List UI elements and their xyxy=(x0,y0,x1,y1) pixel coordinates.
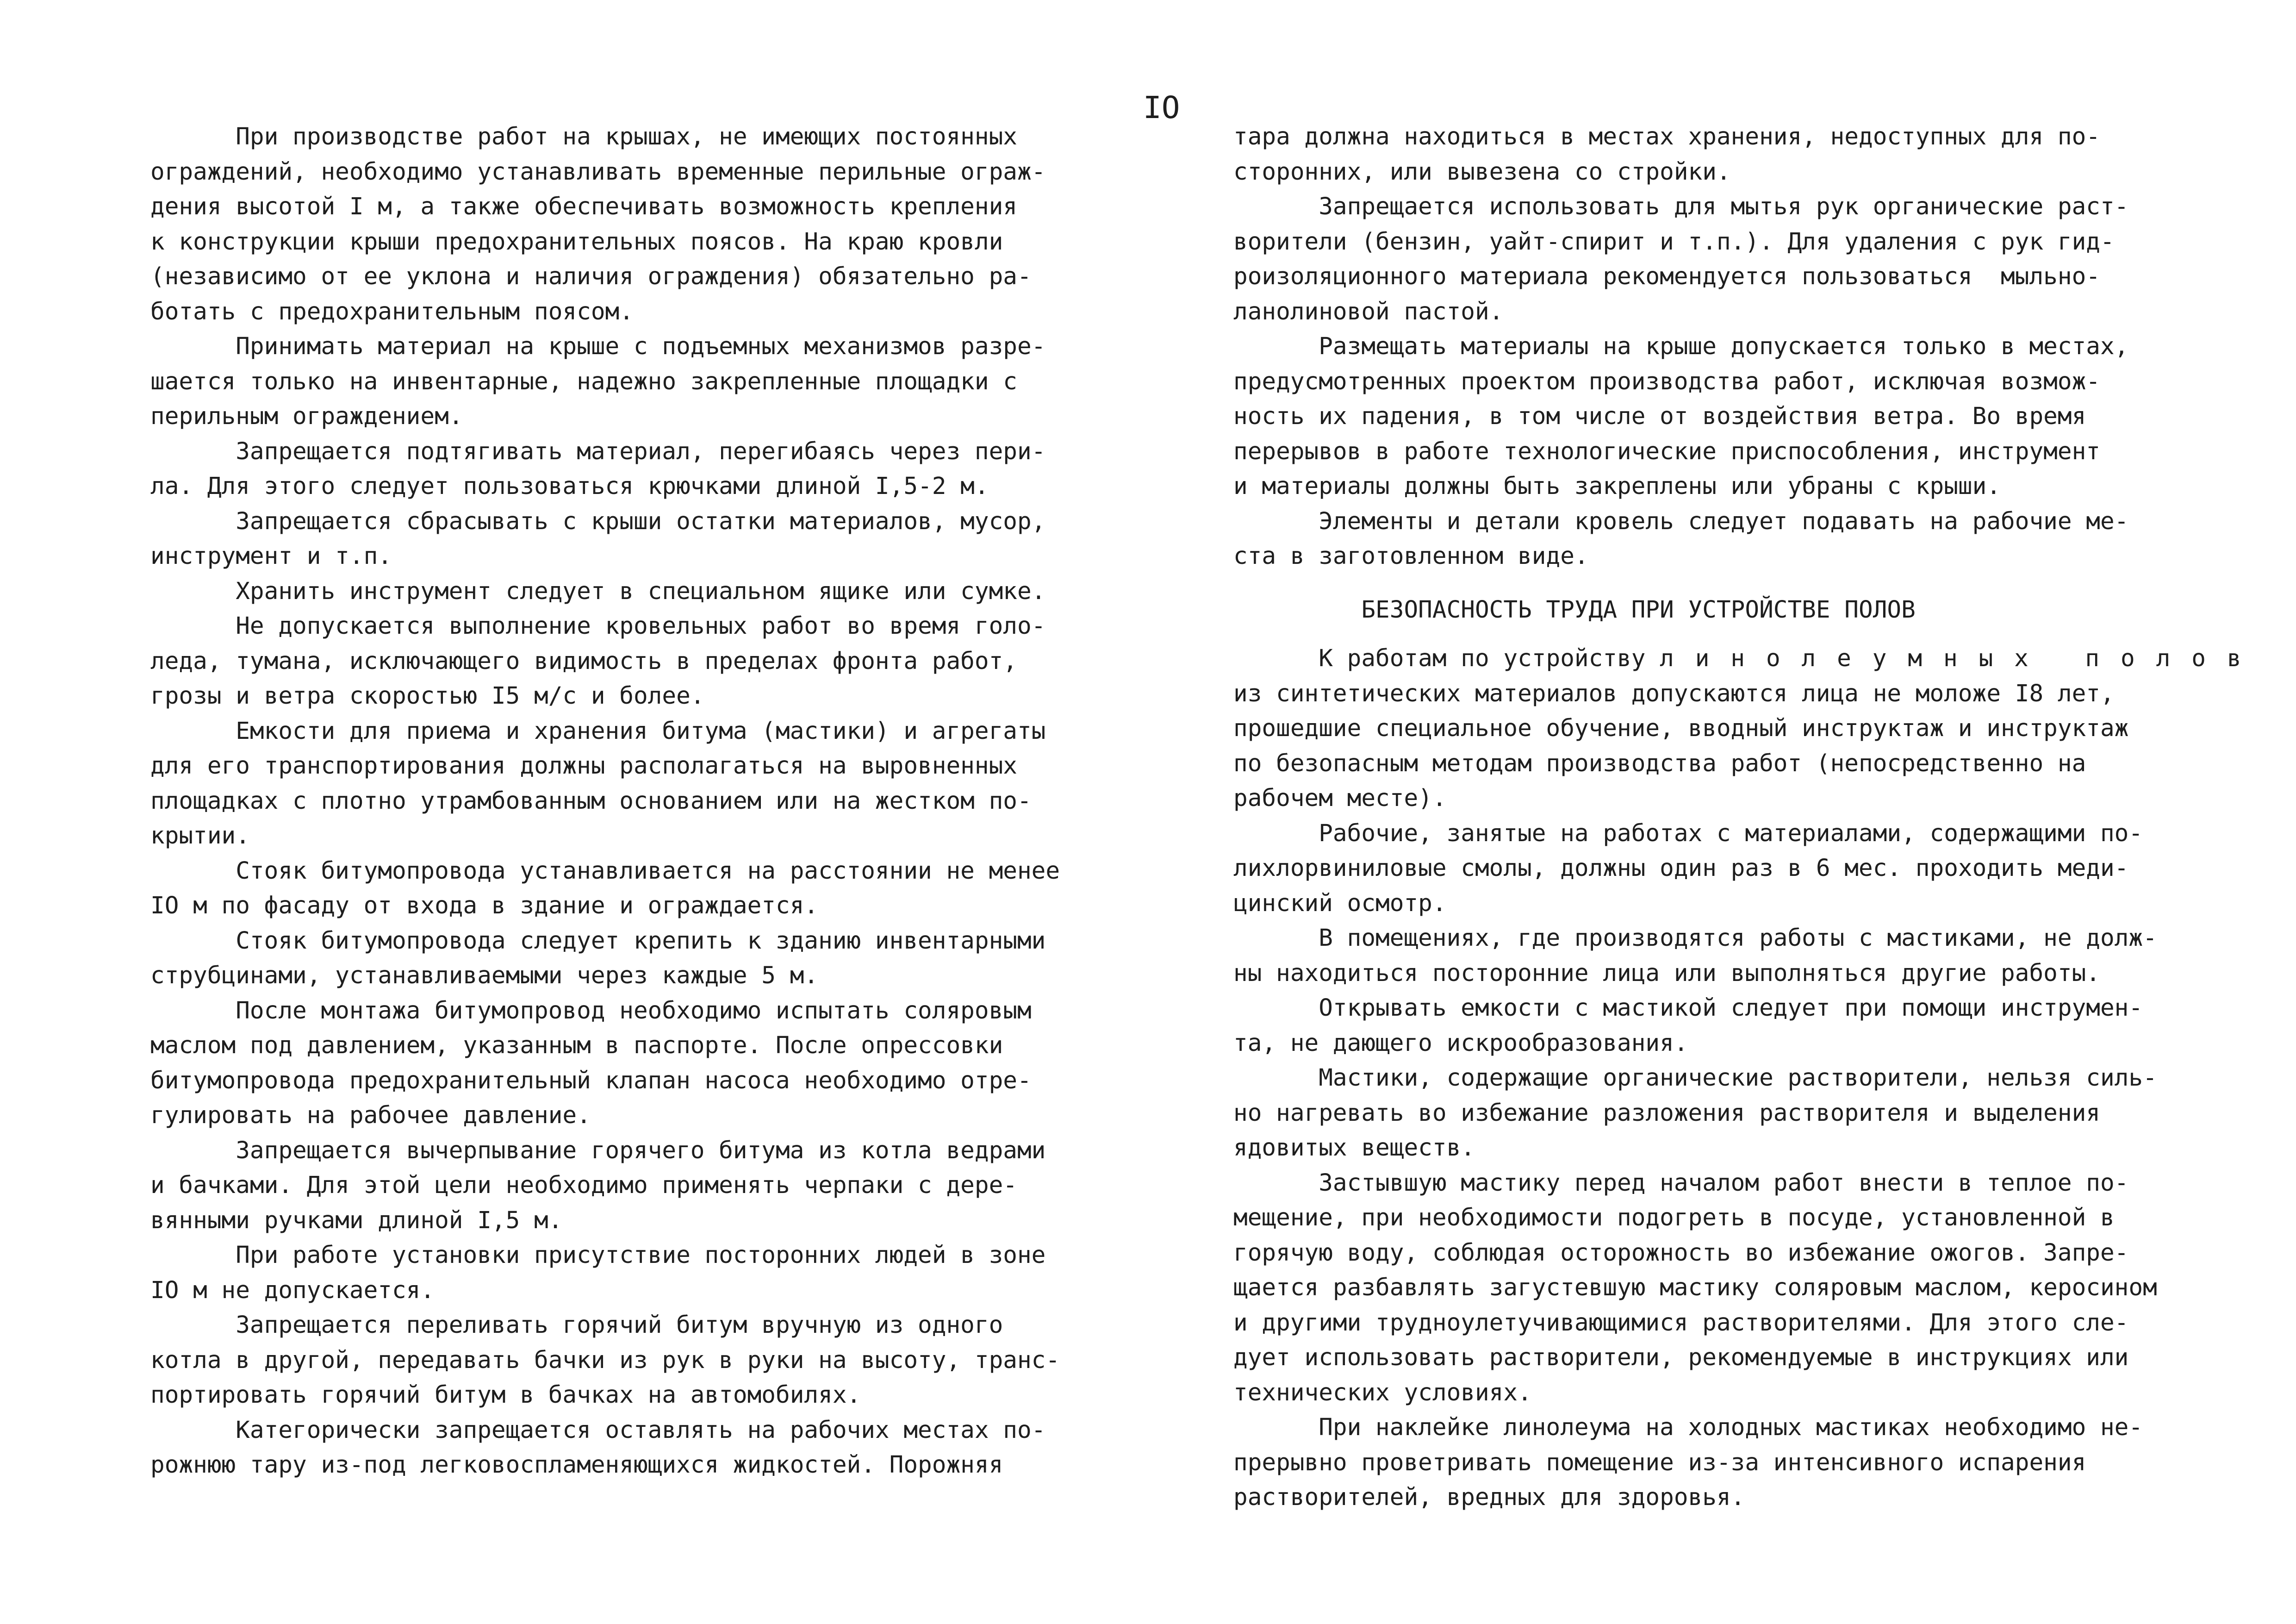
text-line: Размещать материалы на крыше допускается только в местах, xyxy=(1233,333,2129,360)
text-line: Емкости для приема и хранения битума (мастики) и агрегаты xyxy=(150,717,1046,745)
text-line: дения высотой I м, а также обеспечивать возможность крепления xyxy=(150,193,1017,220)
text-line: В помещениях, где производятся работы с мастиками, не долж- xyxy=(1233,924,2157,952)
text-line: ядовитых веществ. xyxy=(1233,1134,1475,1162)
text-line: битумопровода предохранительный клапан насоса необходимо отре- xyxy=(150,1067,1032,1094)
text-line: Застывшую мастику перед началом работ внести в теплое по- xyxy=(1233,1169,2129,1197)
text-line: щается разбавлять загустевшую мастику соляровым маслом, керосином xyxy=(1233,1274,2157,1301)
text-line: предусмотренных проектом производства работ, исключая возмож- xyxy=(1233,368,2100,395)
text-line: но нагревать во избежание разложения растворителя и выделения xyxy=(1233,1099,2100,1127)
section-heading: БЕЗОПАСНОСТЬ ТРУДА ПРИ УСТРОЙСТВЕ ПОЛОВ xyxy=(1233,596,1916,624)
text-line: Открывать емкости с мастикой следует при помощи инструмен- xyxy=(1233,994,2143,1022)
text-line: гулировать на рабочее давление. xyxy=(150,1102,591,1129)
text-line: прошедшие специальное обучение, вводный инструктаж и инструктаж xyxy=(1233,715,2129,742)
text-line: Запрещается подтягивать материал, перегибаясь через пери- xyxy=(150,437,1046,465)
text-line: ста в заготовленном виде. xyxy=(1233,543,1589,570)
text-line: мещение, при необходимости подогреть в посуде, установленной в xyxy=(1233,1204,2115,1231)
text-line: После монтажа битумопровод необходимо испытать соляровым xyxy=(150,997,1032,1024)
text-line: дует использовать растворители, рекомендуемые в инструкциях или xyxy=(1233,1344,2129,1371)
text-line: рабочем месте). xyxy=(1233,785,1447,812)
text-line: Категорически запрещается оставлять на рабочих местах по- xyxy=(150,1416,1046,1444)
text-line: (независимо от ее уклона и наличия ограждения) обязательно ра- xyxy=(150,263,1032,290)
text-line: тара должна находиться в местах хранения, недоступных для по- xyxy=(1233,123,2100,150)
text-line: ла. Для этого следует пользоваться крючками длиной I,5-2 м. xyxy=(150,473,989,500)
text-line: та, не дающего искрообразования. xyxy=(1233,1029,1688,1057)
text-line: лихлорвиниловые смолы, должны один раз в 6 мес. проходить меди- xyxy=(1233,855,2129,882)
text-line: ны находиться посторонние лица или выполняться другие работы. xyxy=(1233,959,2100,987)
text-line: ланолиновой пастой. xyxy=(1233,298,1504,325)
text-line: технических условиях. xyxy=(1233,1379,1532,1406)
text-line: При работе установки присутствие посторонних людей в зоне xyxy=(150,1242,1046,1269)
text-line: леда, тумана, исключающего видимость в пределах фронта работ, xyxy=(150,647,1017,675)
text-line-prefix: К работам по устройству xyxy=(1233,645,1660,672)
text-line: для его транспортирования должны располагаться на выровненных xyxy=(150,752,1017,780)
text-line: ность их падения, в том числе от воздействия ветра. Во время xyxy=(1233,403,2086,430)
text-line: струбцинами, устанавливаемыми через каждые 5 м. xyxy=(150,962,819,989)
text-line: перильным ограждением. xyxy=(150,403,463,430)
text-line: грозы и ветра скоростью I5 м/с и более. xyxy=(150,682,705,710)
text-line: портировать горячий битум в бачках на автомобилях. xyxy=(150,1381,861,1409)
text-line: Запрещается вычерпывание горячего битума из котла ведрами xyxy=(150,1137,1046,1164)
text-line: При производстве работ на крышах, не имеющих постоянных xyxy=(150,123,1017,150)
text-line: рожнюю тару из-под легковоспламеняющихся жидкостей. Порожняя xyxy=(150,1451,1003,1479)
text-line: Рабочие, занятые на работах с материалами, содержащими по- xyxy=(1233,819,2143,847)
text-line: крытии. xyxy=(150,822,250,849)
text-line: ограждений, необходимо устанавливать временные перильные ограж- xyxy=(150,158,1046,186)
text-line: горячую воду, соблюдая осторожность во избежание ожогов. Запре- xyxy=(1233,1239,2129,1267)
page-number: IO xyxy=(1143,90,1180,125)
text-line: цинский осмотр. xyxy=(1233,889,1447,917)
text-line: по безопасным методам производства работ (непосредственно на xyxy=(1233,750,2086,777)
left-column xyxy=(150,119,1071,1483)
text-line: растворителей, вредных для здоровья. xyxy=(1233,1484,1745,1511)
text-line: прерывно проветривать помещение из-за интенсивного испарения xyxy=(1233,1449,2086,1476)
text-line: IO м по фасаду от входа в здание и ограждается. xyxy=(150,892,819,919)
text-line: вянными ручками длиной I,5 м. xyxy=(150,1206,563,1234)
text-line: При наклейке линолеума на холодных мастиках необходимо не- xyxy=(1233,1414,2143,1441)
text-line: IO м не допускается. xyxy=(150,1276,435,1304)
text-line: Не допускается выполнение кровельных работ во время голо- xyxy=(150,612,1046,640)
text-line: и бачками. Для этой цели необходимо применять черпаки с дере- xyxy=(150,1172,1017,1199)
text-line: Запрещается сбрасывать с крыши остатки материалов, мусор, xyxy=(150,507,1046,535)
text-line: роизоляционного материала рекомендуется пользоваться мыльно- xyxy=(1233,263,2100,290)
text-line: Принимать материал на крыше с подъемных механизмов разре- xyxy=(150,333,1046,360)
text-line: Запрещается переливать горячий битум вручную из одного xyxy=(150,1312,1003,1339)
text-line: Элементы и детали кровель следует подавать на рабочие ме- xyxy=(1233,507,2129,535)
text-line: Запрещается использовать для мытья рук органические раст- xyxy=(1233,193,2129,220)
text-line: маслом под давлением, указанным в паспорте. После опрессовки xyxy=(150,1032,1003,1059)
text-line: Стояк битумопровода устанавливается на расстоянии не менее xyxy=(150,857,1060,885)
text-line: и материалы должны быть закреплены или убраны с крыши. xyxy=(1233,473,2001,500)
text-line: шается только на инвентарные, надежно закрепленные площадки с xyxy=(150,368,1017,395)
spaced-emphasis: линолеумных полов xyxy=(1660,645,2263,672)
text-line: Мастики, содержащие органические растворители, нельзя силь- xyxy=(1233,1064,2157,1092)
text-line: Стояк битумопровода следует крепить к зданию инвентарными xyxy=(150,927,1046,955)
text-line: ботать с предохранительным поясом. xyxy=(150,298,634,325)
text-line xyxy=(1233,641,2263,676)
text-line: из синтетических материалов допускаются лица не моложе I8 лет, xyxy=(1233,680,2115,707)
text-line: Хранить инструмент следует в специальном ящике или сумке. xyxy=(150,577,1046,605)
right-column xyxy=(1233,119,2263,1515)
text-line: инструмент и т.п. xyxy=(150,543,392,570)
text-line: и другими трудноулетучивающимися растворителями. Для этого сле- xyxy=(1233,1309,2129,1337)
text-line: ворители (бензин, уайт-спирит и т.п.). Для удаления с рук гид- xyxy=(1233,228,2115,256)
text-line: перерывов в работе технологические приспособления, инструмент xyxy=(1233,437,2100,465)
text-line: котла в другой, передавать бачки из рук в руки на высоту, транс- xyxy=(150,1346,1060,1374)
text-line: к конструкции крыши предохранительных поясов. На краю кровли xyxy=(150,228,1003,256)
text-line: сторонних, или вывезена со стройки. xyxy=(1233,158,1731,186)
text-line: площадках с плотно утрамбованным основанием или на жестком по- xyxy=(150,787,1032,815)
